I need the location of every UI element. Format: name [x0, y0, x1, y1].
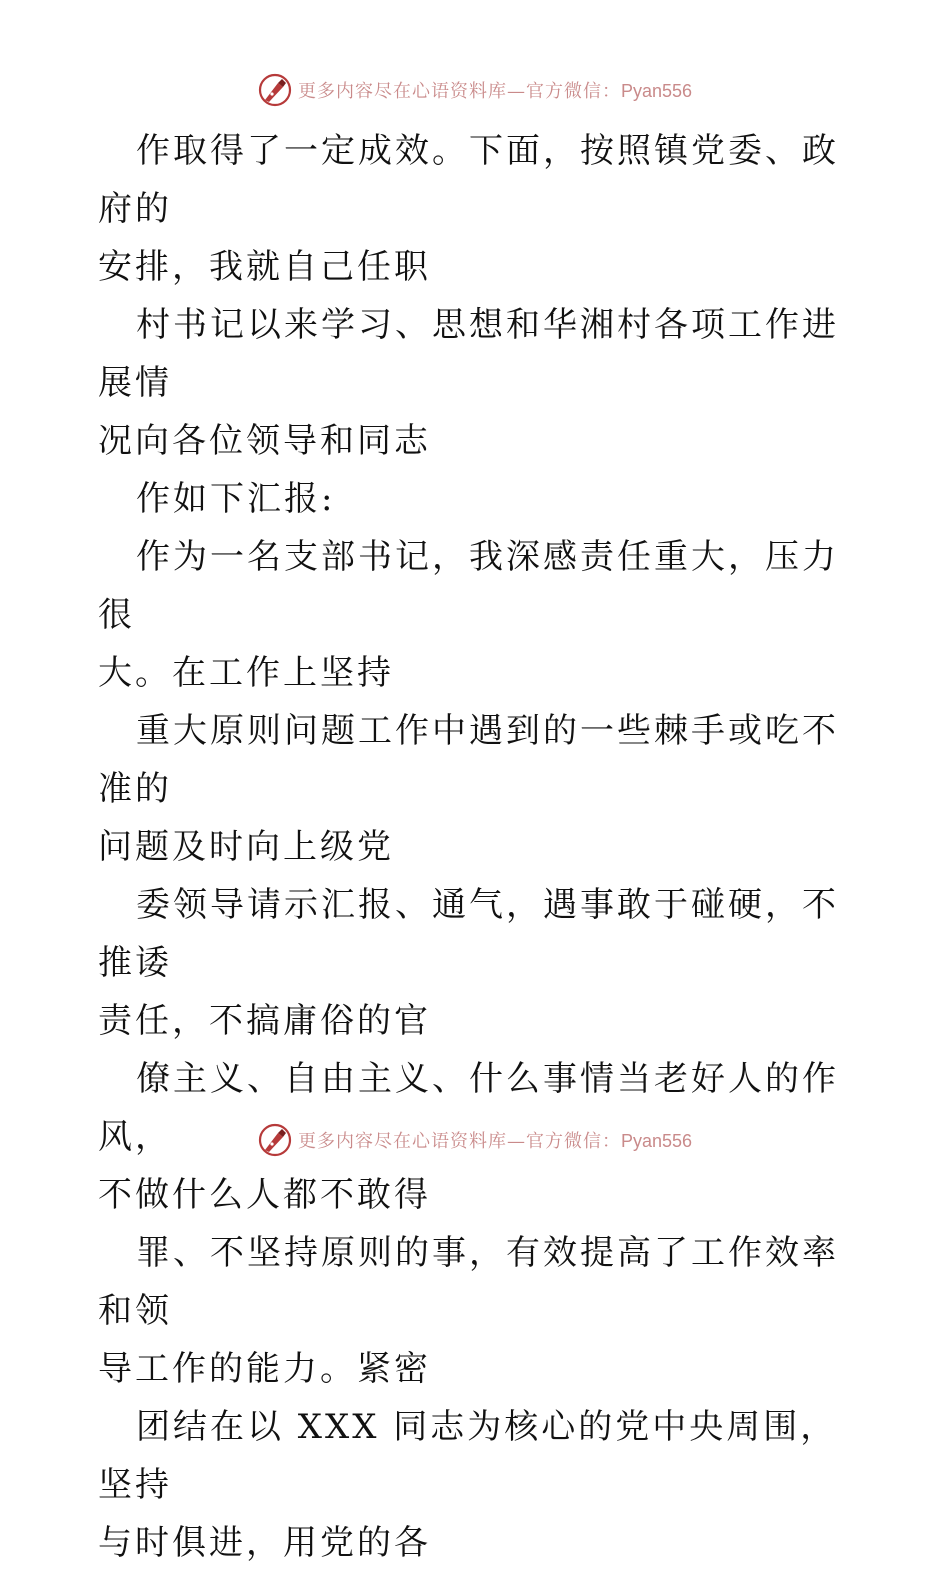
paragraph-line: 罪、不坚持原则的事，有效提高了工作效率和领: [98, 1233, 839, 1331]
watermark-text: [298, 1127, 692, 1153]
watermark-text: [298, 77, 692, 103]
footer-watermark: [0, 1120, 950, 1160]
watermark: [258, 73, 692, 107]
pen-nib-logo-icon: [258, 73, 292, 107]
paragraph-line: 作取得了一定成效。下面，按照镇党委、政府的: [98, 131, 839, 229]
paragraph-line: 责任，不搞庸俗的官: [98, 1001, 431, 1041]
document-body: [98, 122, 858, 1572]
paragraph-line: 重大原则问题工作中遇到的一些棘手或吃不准的: [98, 711, 839, 809]
paragraph-line: 僚主义、自由主义、什么事情当老好人的作风，: [98, 1059, 839, 1157]
watermark-wechat-id: Pyan556: [620, 81, 693, 101]
header-watermark: [0, 70, 950, 110]
paragraph-line: 大。在工作上坚持: [98, 653, 394, 693]
paragraph: [98, 876, 858, 1050]
paragraph-line: 问题及时向上级党: [98, 827, 394, 867]
paragraph: [98, 296, 858, 470]
paragraph-line: 委领导请示汇报、通气，遇事敢于碰硬，不推诿: [98, 885, 839, 983]
pen-nib-logo-icon: [258, 1123, 292, 1157]
paragraph-line: 团结在以 XXX 同志为核心的党中央周围，坚持: [98, 1407, 838, 1505]
watermark: [258, 1123, 692, 1157]
paragraph-line: 与时俱进，用党的各: [98, 1523, 431, 1563]
paragraph: [98, 528, 858, 702]
watermark-wechat-id: Pyan556: [620, 1131, 693, 1151]
paragraph-line: 作如下汇报:: [136, 479, 336, 519]
paragraph-line: 况向各位领导和同志: [98, 421, 431, 461]
paragraph-line: 作为一名支部书记，我深感责任重大，压力很: [98, 537, 839, 635]
paragraph: [98, 1224, 858, 1398]
paragraph: [98, 122, 858, 296]
paragraph-line: 不做什么人都不敢得: [98, 1175, 431, 1215]
paragraph: [98, 1398, 858, 1572]
watermark-label: 更多内容尽在心语资料库—官方微信：: [297, 1131, 621, 1152]
paragraph: [98, 702, 858, 876]
watermark-label: 更多内容尽在心语资料库—官方微信：: [297, 81, 621, 102]
paragraph-line: 导工作的能力。紧密: [98, 1349, 431, 1389]
paragraph-line: 村书记以来学习、思想和华湘村各项工作进展情: [98, 305, 839, 403]
paragraph: [98, 470, 858, 528]
paragraph-line: 安排，我就自己任职: [98, 247, 431, 287]
